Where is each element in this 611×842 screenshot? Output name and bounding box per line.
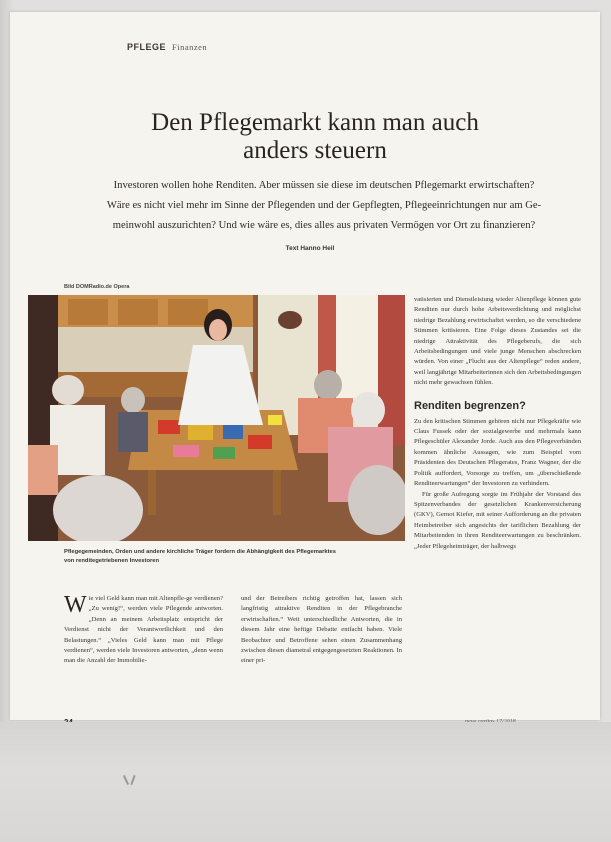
nun-with-elderly-residents-illustration bbox=[28, 295, 405, 541]
author-byline: Text Hanno Heil bbox=[285, 245, 335, 252]
body-column-1 bbox=[64, 594, 223, 667]
subheading: Renditen begrenzen? bbox=[414, 399, 526, 412]
lead-line-2: Wäre es nicht viel mehr im Sinne der Pflegenden und der Gepflegten, Pflegeeinrichtungen nur am Ge- bbox=[106, 200, 542, 211]
scan-background bbox=[0, 722, 611, 842]
article-photo bbox=[28, 295, 405, 541]
body-column-2 bbox=[241, 594, 402, 667]
drop-cap: W bbox=[64, 592, 87, 618]
caption-line-2: von renditegetriebenen Investoren bbox=[64, 558, 160, 564]
article-title bbox=[70, 109, 560, 165]
photo-credit: Bild DOMRadio.de Opera bbox=[64, 284, 130, 290]
column-3-text-1: vatisierten und Dienstleistung wieder Altenpflege können gute Renditen nur durch hohe Arbeitsverdichtung und möglichst niedrige Bezahlung erwirtschaftet werden, so die verschiedene Stimmen kritisieren. Eine Folge dieses Zustandes sei die niedrige Attraktivität des Pflegeberufs, die sich Arbeitsbedingungen und viele junge Menschen abschrecken würden. Von einer „Flucht aus der Altenpflege“ reden andere, weil langjährige Mitarbeiterinnen sich den Arbeitsbedingungen nicht mehr gewachsen fühlen. bbox=[414, 296, 581, 387]
title-line-1: Den Pflegemarkt kann man auch bbox=[151, 109, 479, 136]
body-column-3 bbox=[414, 295, 581, 552]
photo-caption bbox=[64, 548, 399, 566]
column-3-text-2: Zu den kritischen Stimmen gehören nicht nur Pflegekräfte wie Claus Fussek oder der sozialgewerbe und mehrmals kann Pflegeschüler Alexander Jorde. Auch aus den Pflegeverbänden kommen ähnliche Aussagen, wie zum Beispiel vom Präsidenten des Deutschen Pflegerates, Franz Wagner, der die Politik auffordert, Vorsorge zu treffen, um „überschießende Renditeerwartungen“ der Investoren zu verhindern. bbox=[414, 417, 581, 488]
column-1-text: ie viel Geld kann man mit Altenpfle-ge verdienen? „Zu wenig!“, werden viele Pflegende antworten. „Denn an meinem Arbeitsplatz entspricht der Verdienst nicht der Verantwortlichkeit und den Belastungen.“ „Vieles Geld kann man mit Pflege verdienen“, werden viele Investoren antworten, „denn wenn man die Anzahl der Immobilie- bbox=[64, 595, 223, 665]
caption-line-1: Pflegegemeinden, Orden und andere kirchliche Träger fordern die Abhängigkeit des Pflegemarktes bbox=[64, 549, 336, 555]
title-line-2: anders steuern bbox=[243, 137, 387, 164]
lead-line-1: Investoren wollen hohe Renditen. Aber müssen sie diese im deutschen Pflegemarkt erwirtschaften? bbox=[113, 180, 535, 191]
column-3-text-3: Für große Aufregung sorgte im Frühjahr der Vorstand des Spitzenverbandes der gesetzlichen Krankenversicherung (GKV), Gernot Kiefer, mit seiner Aufforderung an die privaten Heimbetreiber sich angesichts der tariflichen Bezahlung der Mitarbeitenden in ihren Renditeerwartungen zu beschränken. „Jeder Pflegeheimträger, der halbwegs bbox=[414, 490, 581, 550]
column-2-text: und der Betreibers richtig getroffen hat, lassen sich langfristig attraktive Renditen in der Pflegebranche erwirtschaften.“ Weit unterschiedliche Antworten, die in diesem Jahr eine heftige Debatte entfacht haben. Viele Beobachter und Betroffene sehen einen Zusammenhang zwischen diesen diametral entgegengesetzten Reaktionen. In einer pri- bbox=[241, 595, 402, 665]
lead-line-3: meinwohl auszurichten? Und wie wäre es, dies alles aus privaten Vermögen vor Ort zu finanzieren? bbox=[112, 220, 536, 231]
section-label: PFLEGE bbox=[127, 42, 167, 52]
magazine-page bbox=[10, 12, 600, 720]
section-header bbox=[127, 42, 207, 52]
body-paragraph bbox=[64, 594, 223, 667]
article-lead bbox=[72, 176, 576, 236]
subsection-label: Finanzen bbox=[172, 42, 208, 52]
